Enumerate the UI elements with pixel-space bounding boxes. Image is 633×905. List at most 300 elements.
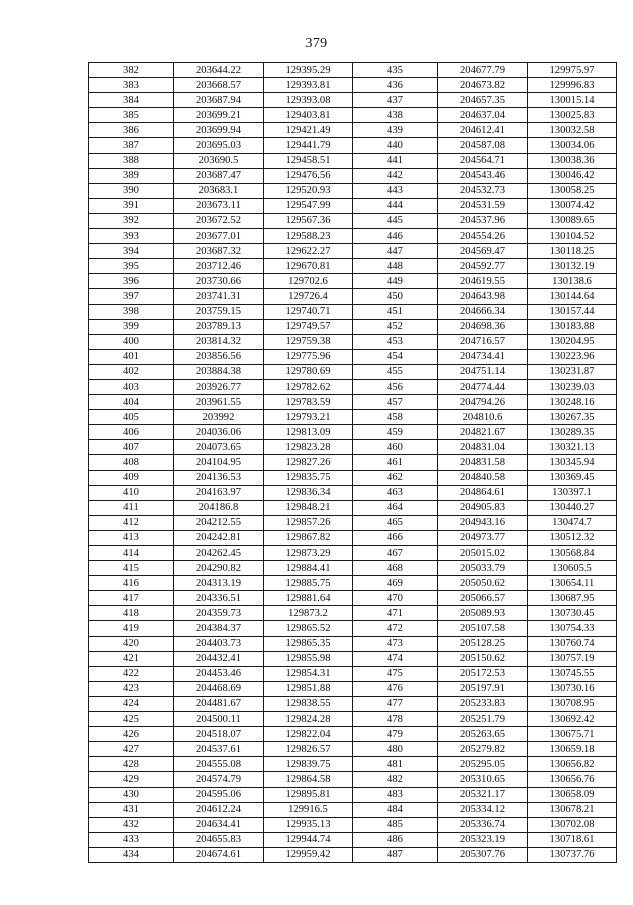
point-number-left-cell: 425 [89,712,174,727]
point-number-right-cell: 486 [353,832,438,847]
point-number-left-cell: 394 [89,244,174,259]
x-coordinate-right-cell: 204643.98 [438,289,528,304]
point-number-left-cell: 434 [89,847,174,862]
point-number-left-cell: 390 [89,183,174,198]
y-coordinate-right-cell: 130658.09 [528,787,617,802]
y-coordinate-right-cell: 130046.42 [528,168,617,183]
point-number-right-cell: 465 [353,515,438,530]
point-number-right-cell: 468 [353,561,438,576]
point-number-left-cell: 404 [89,395,174,410]
y-coordinate-left-cell: 129749.57 [264,319,353,334]
point-number-left-cell: 422 [89,666,174,681]
x-coordinate-right-cell: 204554.26 [438,229,528,244]
x-coordinate-left-cell: 204104.95 [174,455,264,470]
point-number-left-cell: 416 [89,576,174,591]
point-number-right-cell: 473 [353,636,438,651]
table-row [89,168,617,183]
point-number-right-cell: 444 [353,198,438,213]
y-coordinate-left-cell: 129944.74 [264,832,353,847]
x-coordinate-left-cell: 203992 [174,410,264,425]
point-number-right-cell: 470 [353,591,438,606]
x-coordinate-left-cell: 203699.21 [174,108,264,123]
point-number-right-cell: 480 [353,742,438,757]
x-coordinate-left-cell: 204574.79 [174,772,264,787]
x-coordinate-right-cell: 204543.46 [438,168,528,183]
y-coordinate-right-cell: 130568.84 [528,546,617,561]
x-coordinate-right-cell: 204698.36 [438,319,528,334]
point-number-right-cell: 487 [353,847,438,862]
table-row [89,485,617,500]
table-row [89,772,617,787]
y-coordinate-left-cell: 129458.51 [264,153,353,168]
table-row [89,334,617,349]
point-number-left-cell: 383 [89,78,174,93]
y-coordinate-left-cell: 129476.56 [264,168,353,183]
point-number-right-cell: 478 [353,712,438,727]
y-coordinate-left-cell: 129824.28 [264,712,353,727]
x-coordinate-right-cell: 204794.26 [438,395,528,410]
x-coordinate-right-cell: 205015.02 [438,546,528,561]
x-coordinate-left-cell: 204186.8 [174,500,264,515]
table-row [89,651,617,666]
coordinates-table [88,62,617,863]
table-row [89,410,617,425]
x-coordinate-left-cell: 203695.03 [174,138,264,153]
x-coordinate-left-cell: 204212.55 [174,515,264,530]
point-number-left-cell: 401 [89,349,174,364]
point-number-right-cell: 467 [353,546,438,561]
table-row [89,244,617,259]
point-number-right-cell: 482 [353,772,438,787]
y-coordinate-left-cell: 129421.49 [264,123,353,138]
y-coordinate-right-cell: 130118.25 [528,244,617,259]
x-coordinate-left-cell: 204313.19 [174,576,264,591]
y-coordinate-right-cell: 130204.95 [528,334,617,349]
x-coordinate-left-cell: 203759.15 [174,304,264,319]
y-coordinate-left-cell: 129775.96 [264,349,353,364]
x-coordinate-left-cell: 204384.37 [174,621,264,636]
x-coordinate-left-cell: 203926.77 [174,379,264,394]
y-coordinate-right-cell: 130656.76 [528,772,617,787]
x-coordinate-right-cell: 204973.77 [438,530,528,545]
point-number-right-cell: 446 [353,229,438,244]
table-row [89,530,617,545]
y-coordinate-left-cell: 129881.64 [264,591,353,606]
y-coordinate-right-cell: 130730.16 [528,681,617,696]
y-coordinate-right-cell: 130321.13 [528,440,617,455]
x-coordinate-left-cell: 204163.97 [174,485,264,500]
point-number-right-cell: 472 [353,621,438,636]
point-number-left-cell: 431 [89,802,174,817]
y-coordinate-right-cell: 130702.08 [528,817,617,832]
table-row [89,349,617,364]
x-coordinate-left-cell: 204468.69 [174,681,264,696]
y-coordinate-left-cell: 129740.71 [264,304,353,319]
x-coordinate-left-cell: 203884.38 [174,364,264,379]
point-number-right-cell: 462 [353,470,438,485]
point-number-left-cell: 433 [89,832,174,847]
table-row [89,817,617,832]
table-row [89,229,617,244]
table-row [89,576,617,591]
x-coordinate-left-cell: 203961.55 [174,395,264,410]
point-number-right-cell: 458 [353,410,438,425]
point-number-right-cell: 463 [353,485,438,500]
point-number-left-cell: 400 [89,334,174,349]
x-coordinate-left-cell: 203712.46 [174,259,264,274]
point-number-right-cell: 439 [353,123,438,138]
point-number-right-cell: 484 [353,802,438,817]
x-coordinate-right-cell: 205150.62 [438,651,528,666]
y-coordinate-left-cell: 129822.04 [264,727,353,742]
point-number-right-cell: 454 [353,349,438,364]
x-coordinate-left-cell: 203730.66 [174,274,264,289]
point-number-left-cell: 399 [89,319,174,334]
y-coordinate-left-cell: 129835.75 [264,470,353,485]
table-row [89,606,617,621]
table-row [89,681,617,696]
table-row [89,802,617,817]
y-coordinate-right-cell: 130737.76 [528,847,617,862]
y-coordinate-right-cell: 130183.88 [528,319,617,334]
y-coordinate-right-cell: 130760.74 [528,636,617,651]
x-coordinate-right-cell: 204821.67 [438,425,528,440]
x-coordinate-left-cell: 203673.11 [174,198,264,213]
y-coordinate-right-cell: 130654.11 [528,576,617,591]
x-coordinate-right-cell: 205197.91 [438,681,528,696]
table-row [89,123,617,138]
point-number-left-cell: 402 [89,364,174,379]
point-number-right-cell: 476 [353,681,438,696]
point-number-right-cell: 475 [353,666,438,681]
table-row [89,455,617,470]
point-number-left-cell: 408 [89,455,174,470]
y-coordinate-right-cell: 130440.27 [528,500,617,515]
point-number-left-cell: 419 [89,621,174,636]
point-number-left-cell: 389 [89,168,174,183]
x-coordinate-left-cell: 203677.01 [174,229,264,244]
x-coordinate-right-cell: 205279.82 [438,742,528,757]
y-coordinate-left-cell: 129726.4 [264,289,353,304]
x-coordinate-right-cell: 204619.55 [438,274,528,289]
point-number-left-cell: 393 [89,229,174,244]
y-coordinate-right-cell: 130692.42 [528,712,617,727]
x-coordinate-right-cell: 205128.25 [438,636,528,651]
x-coordinate-right-cell: 205172.53 [438,666,528,681]
table-row [89,727,617,742]
coordinates-table-body [89,63,617,863]
table-row [89,696,617,711]
point-number-left-cell: 424 [89,696,174,711]
y-coordinate-left-cell: 129759.38 [264,334,353,349]
x-coordinate-left-cell: 203687.32 [174,244,264,259]
y-coordinate-left-cell: 129547.99 [264,198,353,213]
y-coordinate-left-cell: 129851.88 [264,681,353,696]
point-number-right-cell: 445 [353,213,438,228]
x-coordinate-right-cell: 205336.74 [438,817,528,832]
point-number-right-cell: 437 [353,93,438,108]
x-coordinate-left-cell: 204612.24 [174,802,264,817]
x-coordinate-left-cell: 204432.41 [174,651,264,666]
y-coordinate-left-cell: 129839.75 [264,757,353,772]
x-coordinate-left-cell: 203672.52 [174,213,264,228]
x-coordinate-right-cell: 204587.08 [438,138,528,153]
table-row [89,440,617,455]
y-coordinate-left-cell: 129393.08 [264,93,353,108]
point-number-right-cell: 443 [353,183,438,198]
point-number-right-cell: 459 [353,425,438,440]
table-row [89,742,617,757]
point-number-left-cell: 409 [89,470,174,485]
y-coordinate-right-cell: 130687.95 [528,591,617,606]
point-number-left-cell: 407 [89,440,174,455]
y-coordinate-left-cell: 129588.23 [264,229,353,244]
table-row [89,636,617,651]
table-row [89,259,617,274]
y-coordinate-right-cell: 130132.19 [528,259,617,274]
y-coordinate-left-cell: 129848.21 [264,500,353,515]
point-number-left-cell: 427 [89,742,174,757]
point-number-left-cell: 411 [89,500,174,515]
table-row [89,395,617,410]
point-number-left-cell: 396 [89,274,174,289]
x-coordinate-right-cell: 204864.61 [438,485,528,500]
y-coordinate-right-cell: 130757.19 [528,651,617,666]
point-number-right-cell: 455 [353,364,438,379]
point-number-right-cell: 438 [353,108,438,123]
point-number-left-cell: 395 [89,259,174,274]
x-coordinate-left-cell: 204336.51 [174,591,264,606]
x-coordinate-right-cell: 204734.41 [438,349,528,364]
table-row [89,787,617,802]
x-coordinate-right-cell: 204532.73 [438,183,528,198]
point-number-left-cell: 421 [89,651,174,666]
table-row [89,515,617,530]
table-row [89,63,617,78]
table-row [89,757,617,772]
point-number-left-cell: 403 [89,379,174,394]
point-number-right-cell: 442 [353,168,438,183]
point-number-left-cell: 432 [89,817,174,832]
point-number-left-cell: 417 [89,591,174,606]
y-coordinate-right-cell: 130754.33 [528,621,617,636]
y-coordinate-left-cell: 129916.5 [264,802,353,817]
x-coordinate-left-cell: 203668.57 [174,78,264,93]
x-coordinate-left-cell: 203814.32 [174,334,264,349]
y-coordinate-left-cell: 129813.09 [264,425,353,440]
y-coordinate-left-cell: 129567.36 [264,213,353,228]
x-coordinate-left-cell: 203644.22 [174,63,264,78]
point-number-left-cell: 418 [89,606,174,621]
point-number-right-cell: 451 [353,304,438,319]
table-row [89,561,617,576]
x-coordinate-left-cell: 203699.94 [174,123,264,138]
y-coordinate-left-cell: 129865.35 [264,636,353,651]
y-coordinate-left-cell: 129864.58 [264,772,353,787]
y-coordinate-left-cell: 129622.27 [264,244,353,259]
y-coordinate-right-cell: 130397.1 [528,485,617,500]
point-number-right-cell: 466 [353,530,438,545]
x-coordinate-right-cell: 205295.05 [438,757,528,772]
x-coordinate-left-cell: 203856.56 [174,349,264,364]
y-coordinate-right-cell: 130605.5 [528,561,617,576]
x-coordinate-right-cell: 205323.19 [438,832,528,847]
y-coordinate-left-cell: 129857.26 [264,515,353,530]
x-coordinate-right-cell: 204531.59 [438,198,528,213]
x-coordinate-left-cell: 204634.41 [174,817,264,832]
y-coordinate-right-cell: 130289.35 [528,425,617,440]
y-coordinate-left-cell: 129827.26 [264,455,353,470]
table-row [89,832,617,847]
point-number-left-cell: 388 [89,153,174,168]
x-coordinate-right-cell: 205307.76 [438,847,528,862]
table-row [89,93,617,108]
x-coordinate-right-cell: 204537.96 [438,213,528,228]
table-row [89,108,617,123]
x-coordinate-right-cell: 204905.83 [438,500,528,515]
table-row [89,364,617,379]
y-coordinate-left-cell: 129935.13 [264,817,353,832]
x-coordinate-left-cell: 204453.46 [174,666,264,681]
x-coordinate-left-cell: 204674.61 [174,847,264,862]
y-coordinate-right-cell: 130656.82 [528,757,617,772]
table-row [89,546,617,561]
point-number-left-cell: 414 [89,546,174,561]
point-number-left-cell: 420 [89,636,174,651]
x-coordinate-right-cell: 205321.17 [438,787,528,802]
point-number-right-cell: 453 [353,334,438,349]
point-number-right-cell: 469 [353,576,438,591]
x-coordinate-left-cell: 203683.1 [174,183,264,198]
x-coordinate-left-cell: 203789.13 [174,319,264,334]
x-coordinate-right-cell: 204569.47 [438,244,528,259]
y-coordinate-right-cell: 130144.64 [528,289,617,304]
x-coordinate-right-cell: 205066.57 [438,591,528,606]
y-coordinate-right-cell: 130659.18 [528,742,617,757]
y-coordinate-left-cell: 129885.75 [264,576,353,591]
y-coordinate-left-cell: 129670.81 [264,259,353,274]
x-coordinate-right-cell: 205033.79 [438,561,528,576]
x-coordinate-left-cell: 204655.83 [174,832,264,847]
x-coordinate-left-cell: 204136.53 [174,470,264,485]
x-coordinate-left-cell: 204537.61 [174,742,264,757]
y-coordinate-right-cell: 130239.03 [528,379,617,394]
x-coordinate-left-cell: 203687.47 [174,168,264,183]
point-number-right-cell: 483 [353,787,438,802]
x-coordinate-right-cell: 205233.83 [438,696,528,711]
y-coordinate-right-cell: 130138.6 [528,274,617,289]
x-coordinate-right-cell: 205263.65 [438,727,528,742]
y-coordinate-right-cell: 130223.96 [528,349,617,364]
page-number: 379 [305,36,328,51]
point-number-right-cell: 479 [353,727,438,742]
x-coordinate-right-cell: 204612.41 [438,123,528,138]
y-coordinate-left-cell: 129826.57 [264,742,353,757]
table-row [89,712,617,727]
y-coordinate-left-cell: 129395.29 [264,63,353,78]
y-coordinate-right-cell: 130718.61 [528,832,617,847]
y-coordinate-left-cell: 129854.31 [264,666,353,681]
table-row [89,847,617,862]
x-coordinate-left-cell: 204518.07 [174,727,264,742]
table-row [89,666,617,681]
table-row [89,470,617,485]
y-coordinate-right-cell: 130015.14 [528,93,617,108]
y-coordinate-right-cell: 130745.55 [528,666,617,681]
y-coordinate-left-cell: 129895.81 [264,787,353,802]
point-number-right-cell: 449 [353,274,438,289]
y-coordinate-right-cell: 130267.35 [528,410,617,425]
y-coordinate-right-cell: 130345.94 [528,455,617,470]
x-coordinate-right-cell: 204751.14 [438,364,528,379]
point-number-left-cell: 430 [89,787,174,802]
x-coordinate-left-cell: 204290.82 [174,561,264,576]
y-coordinate-left-cell: 129823.28 [264,440,353,455]
point-number-left-cell: 423 [89,681,174,696]
point-number-right-cell: 481 [353,757,438,772]
point-number-left-cell: 397 [89,289,174,304]
point-number-left-cell: 387 [89,138,174,153]
y-coordinate-left-cell: 129836.34 [264,485,353,500]
x-coordinate-left-cell: 204500.11 [174,712,264,727]
x-coordinate-right-cell: 204716.57 [438,334,528,349]
y-coordinate-right-cell: 130675.71 [528,727,617,742]
table-row [89,304,617,319]
y-coordinate-right-cell: 129996.83 [528,78,617,93]
x-coordinate-left-cell: 203690.5 [174,153,264,168]
y-coordinate-left-cell: 129838.55 [264,696,353,711]
table-row [89,591,617,606]
y-coordinate-right-cell: 130157.44 [528,304,617,319]
x-coordinate-right-cell: 204673.82 [438,78,528,93]
y-coordinate-left-cell: 129855.98 [264,651,353,666]
point-number-left-cell: 410 [89,485,174,500]
x-coordinate-left-cell: 204036.06 [174,425,264,440]
point-number-right-cell: 456 [353,379,438,394]
y-coordinate-left-cell: 129884.41 [264,561,353,576]
y-coordinate-left-cell: 129403.81 [264,108,353,123]
table-row [89,183,617,198]
table-row [89,621,617,636]
point-number-left-cell: 391 [89,198,174,213]
y-coordinate-right-cell: 130678.21 [528,802,617,817]
table-row [89,153,617,168]
table-row [89,213,617,228]
point-number-right-cell: 460 [353,440,438,455]
point-number-right-cell: 448 [353,259,438,274]
table-row [89,198,617,213]
point-number-right-cell: 471 [353,606,438,621]
x-coordinate-left-cell: 204262.45 [174,546,264,561]
x-coordinate-right-cell: 204810.6 [438,410,528,425]
y-coordinate-left-cell: 129441.79 [264,138,353,153]
y-coordinate-right-cell: 130474.7 [528,515,617,530]
point-number-left-cell: 398 [89,304,174,319]
x-coordinate-right-cell: 204840.58 [438,470,528,485]
point-number-right-cell: 457 [353,395,438,410]
y-coordinate-right-cell: 130231.87 [528,364,617,379]
x-coordinate-right-cell: 204564.71 [438,153,528,168]
point-number-right-cell: 464 [353,500,438,515]
x-coordinate-left-cell: 204073.65 [174,440,264,455]
x-coordinate-right-cell: 204677.79 [438,63,528,78]
point-number-right-cell: 436 [353,78,438,93]
table-row [89,500,617,515]
table-row [89,379,617,394]
point-number-right-cell: 440 [353,138,438,153]
y-coordinate-right-cell: 130369.45 [528,470,617,485]
y-coordinate-right-cell: 130730.45 [528,606,617,621]
